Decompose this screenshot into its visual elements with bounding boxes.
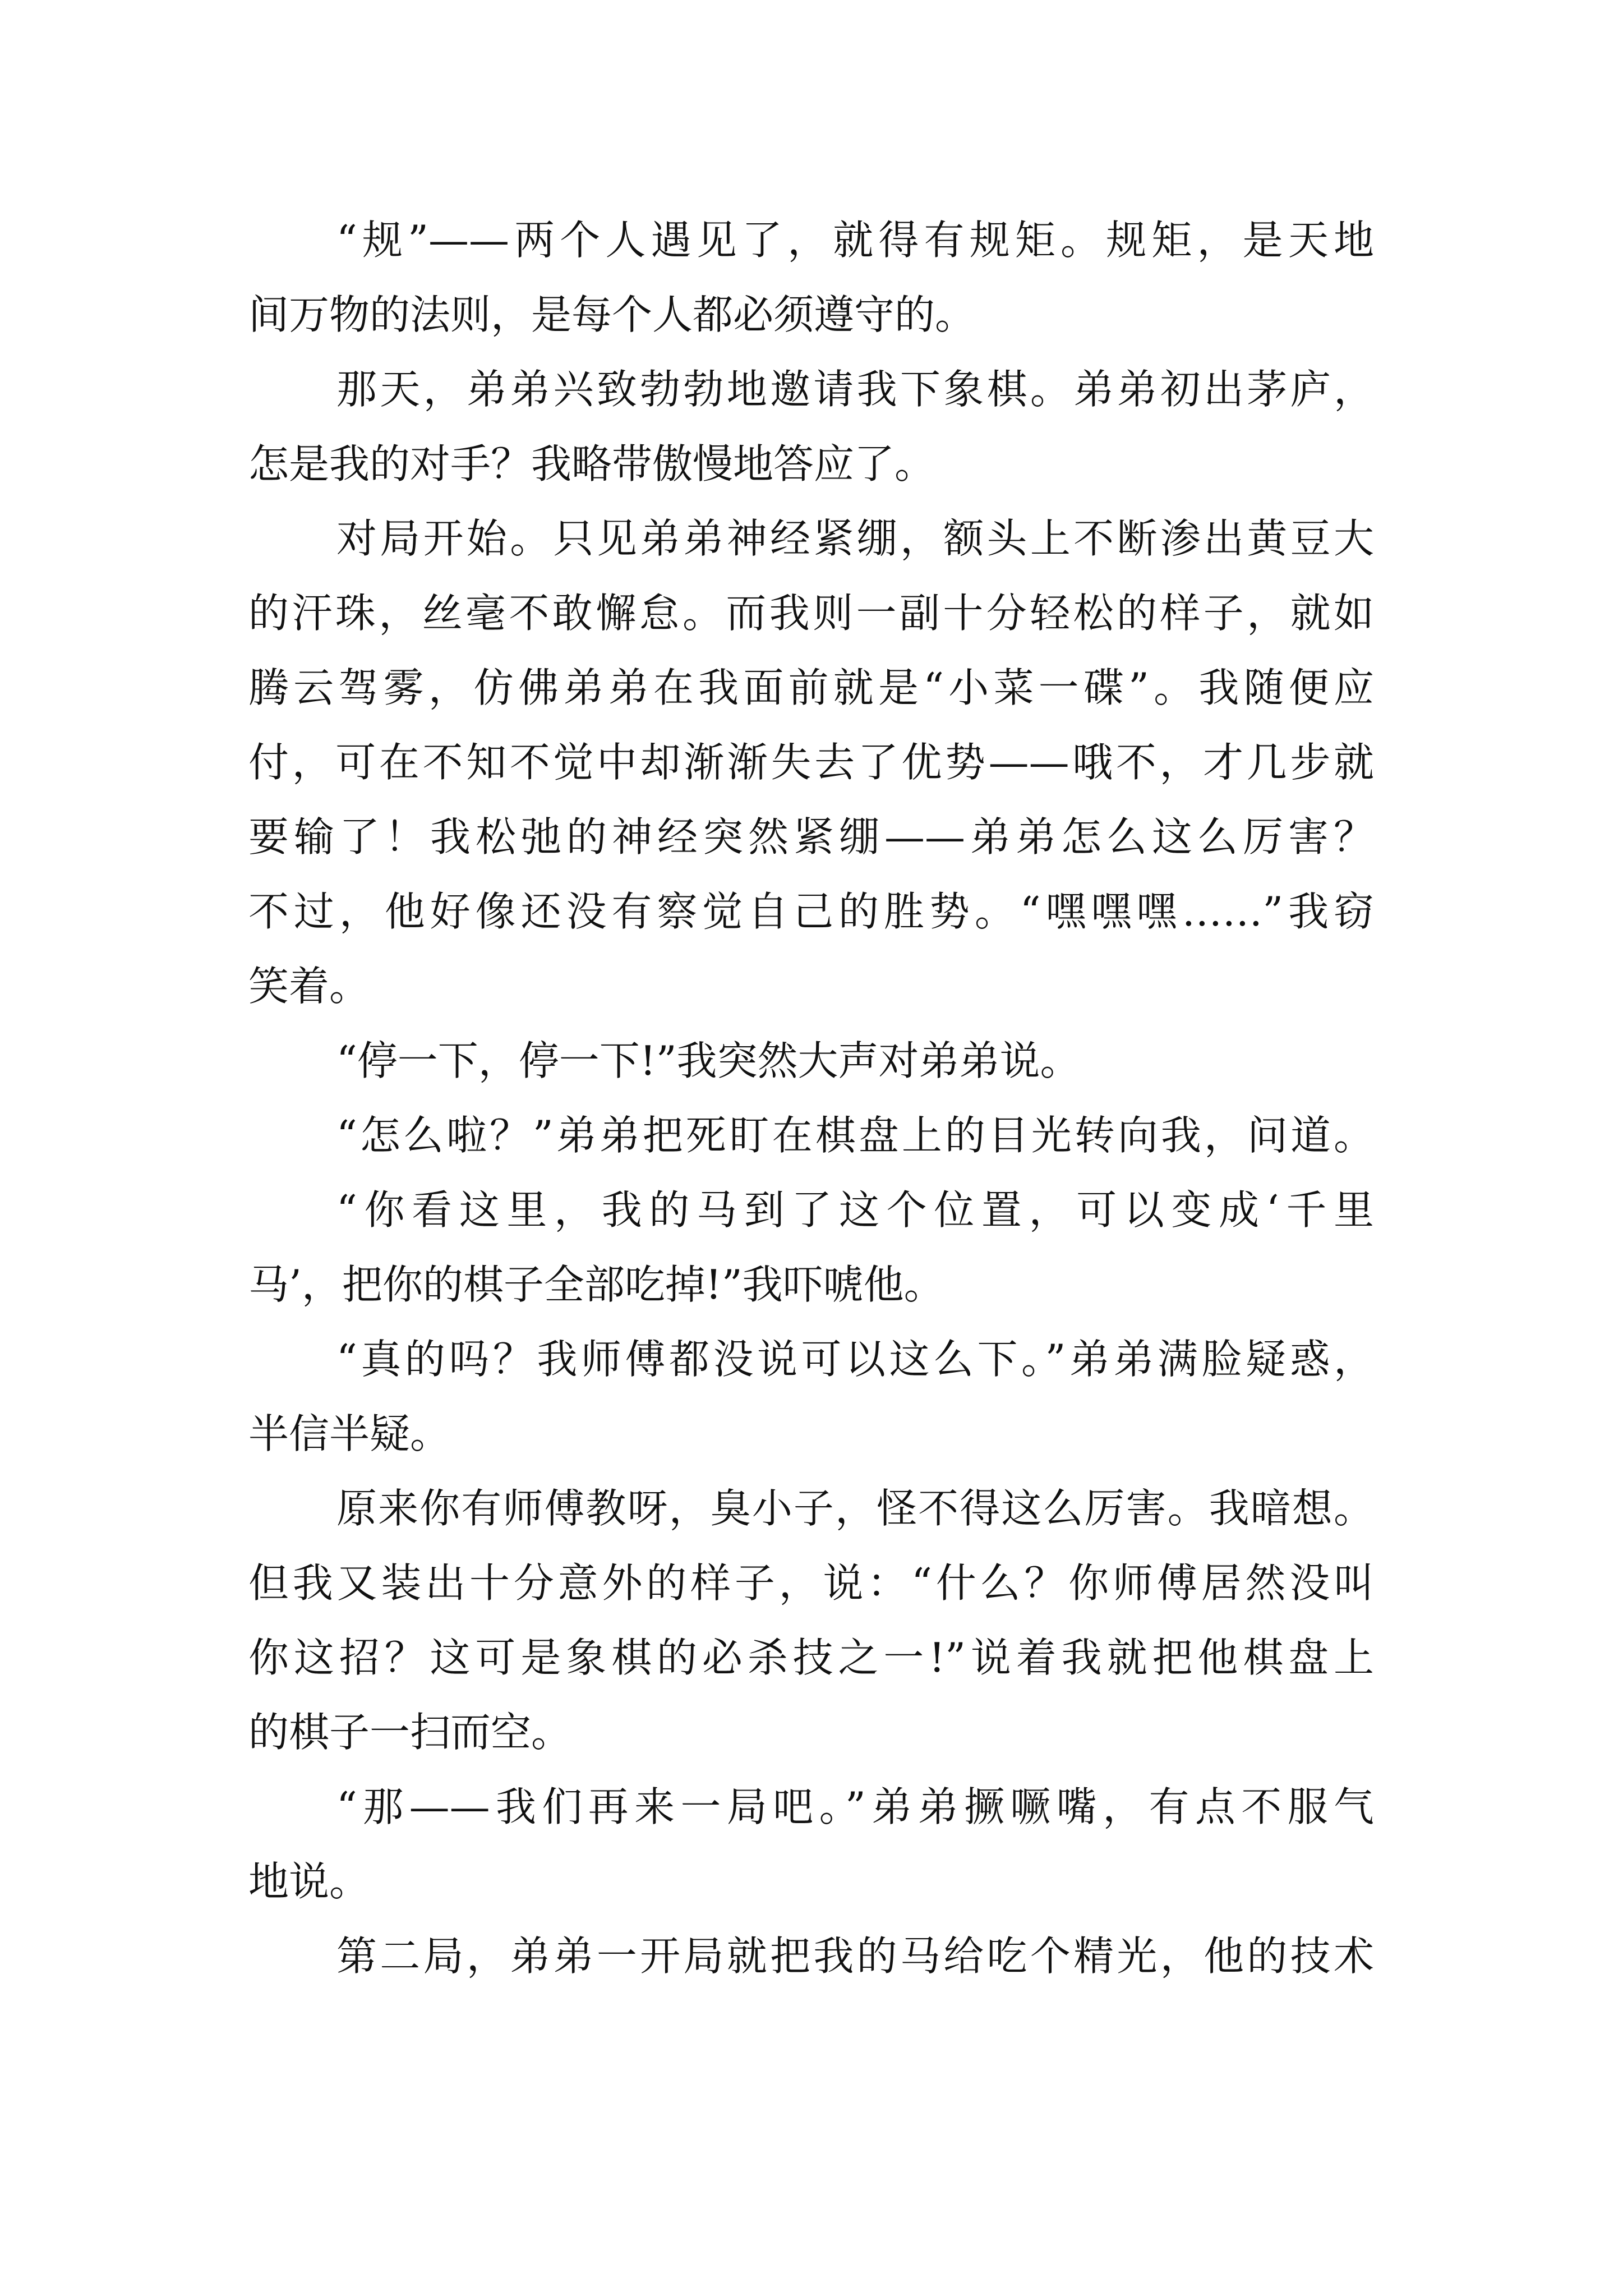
text-line: 腾云驾雾，仿佛弟弟在我面前就是“小菜一碟”。我随便应 xyxy=(248,664,1374,711)
text-line: 付，可在不知不觉中却渐渐失去了优势——哦不，才几步就 xyxy=(248,739,1374,786)
text-line: “停一下，停一下!”我突然大声对弟弟说。 xyxy=(336,1037,1081,1084)
text-line: 地说。 xyxy=(248,1858,370,1905)
text-line: “真的吗？我师傅都没说可以这么下。”弟弟满脸疑惑， xyxy=(336,1336,1374,1383)
text-line: 间万物的法则，是每个人都必须遵守的。 xyxy=(248,291,976,338)
text-line: 但我又装出十分意外的样子，说：“什么？你师傅居然没叫 xyxy=(248,1559,1374,1607)
text-line: 笑着。 xyxy=(248,963,370,1010)
text-line: 的棋子一扫而空。 xyxy=(248,1709,572,1756)
paragraph xyxy=(248,352,1374,501)
text-line: 要输了！我松弛的神经突然紧绷——弟弟怎么这么厉害？ xyxy=(248,813,1374,861)
text-line: “规”——两个人遇见了，就得有规矩。规矩，是天地 xyxy=(336,217,1374,264)
paragraph xyxy=(248,1471,1374,1770)
paragraph xyxy=(248,1322,1374,1471)
text-line: “你看这里，我的马到了这个位置，可以变成‘千里 xyxy=(336,1186,1374,1234)
text-line: 半信半疑。 xyxy=(248,1410,451,1457)
text-line: 怎是我的对手？我略带傲慢地答应了。 xyxy=(248,440,935,487)
text-line: 对局开始。只见弟弟神经紧绷，额头上不断渗出黄豆大 xyxy=(336,515,1374,562)
text-line: 第二局，弟弟一开局就把我的马给吃个精光，他的技术 xyxy=(336,1932,1374,1980)
paragraph xyxy=(248,501,1374,1024)
text-line: 你这招？这可是象棋的必杀技之一!”说着我就把他棋盘上 xyxy=(248,1634,1374,1681)
text-line: 不过，他好像还没有察觉自己的胜势。“嘿嘿嘿……”我窃 xyxy=(248,888,1374,935)
text-line: “那——我们再来一局吧。”弟弟撅噘嘴，有点不服气 xyxy=(336,1783,1374,1830)
paragraph xyxy=(248,1098,1374,1173)
text-line: “怎么啦？”弟弟把死盯在棋盘上的目光转向我，问道。 xyxy=(336,1112,1374,1159)
text-line: 那天，弟弟兴致勃勃地邀请我下象棋。弟弟初出茅庐， xyxy=(336,366,1374,413)
paragraph xyxy=(248,1919,1374,1994)
text-line: 的汗珠，丝毫不敢懈怠。而我则一副十分轻松的样子，就如 xyxy=(248,590,1374,637)
paragraph xyxy=(248,1173,1374,1322)
paragraph xyxy=(248,203,1374,352)
document-body xyxy=(248,203,1374,1994)
text-line: 马’，把你的棋子全部吃掉!”我吓唬他。 xyxy=(248,1261,944,1308)
text-line: 原来你有师傅教呀，臭小子，怪不得这么厉害。我暗想。 xyxy=(336,1485,1374,1532)
paragraph xyxy=(248,1770,1374,1919)
paragraph xyxy=(248,1024,1374,1098)
